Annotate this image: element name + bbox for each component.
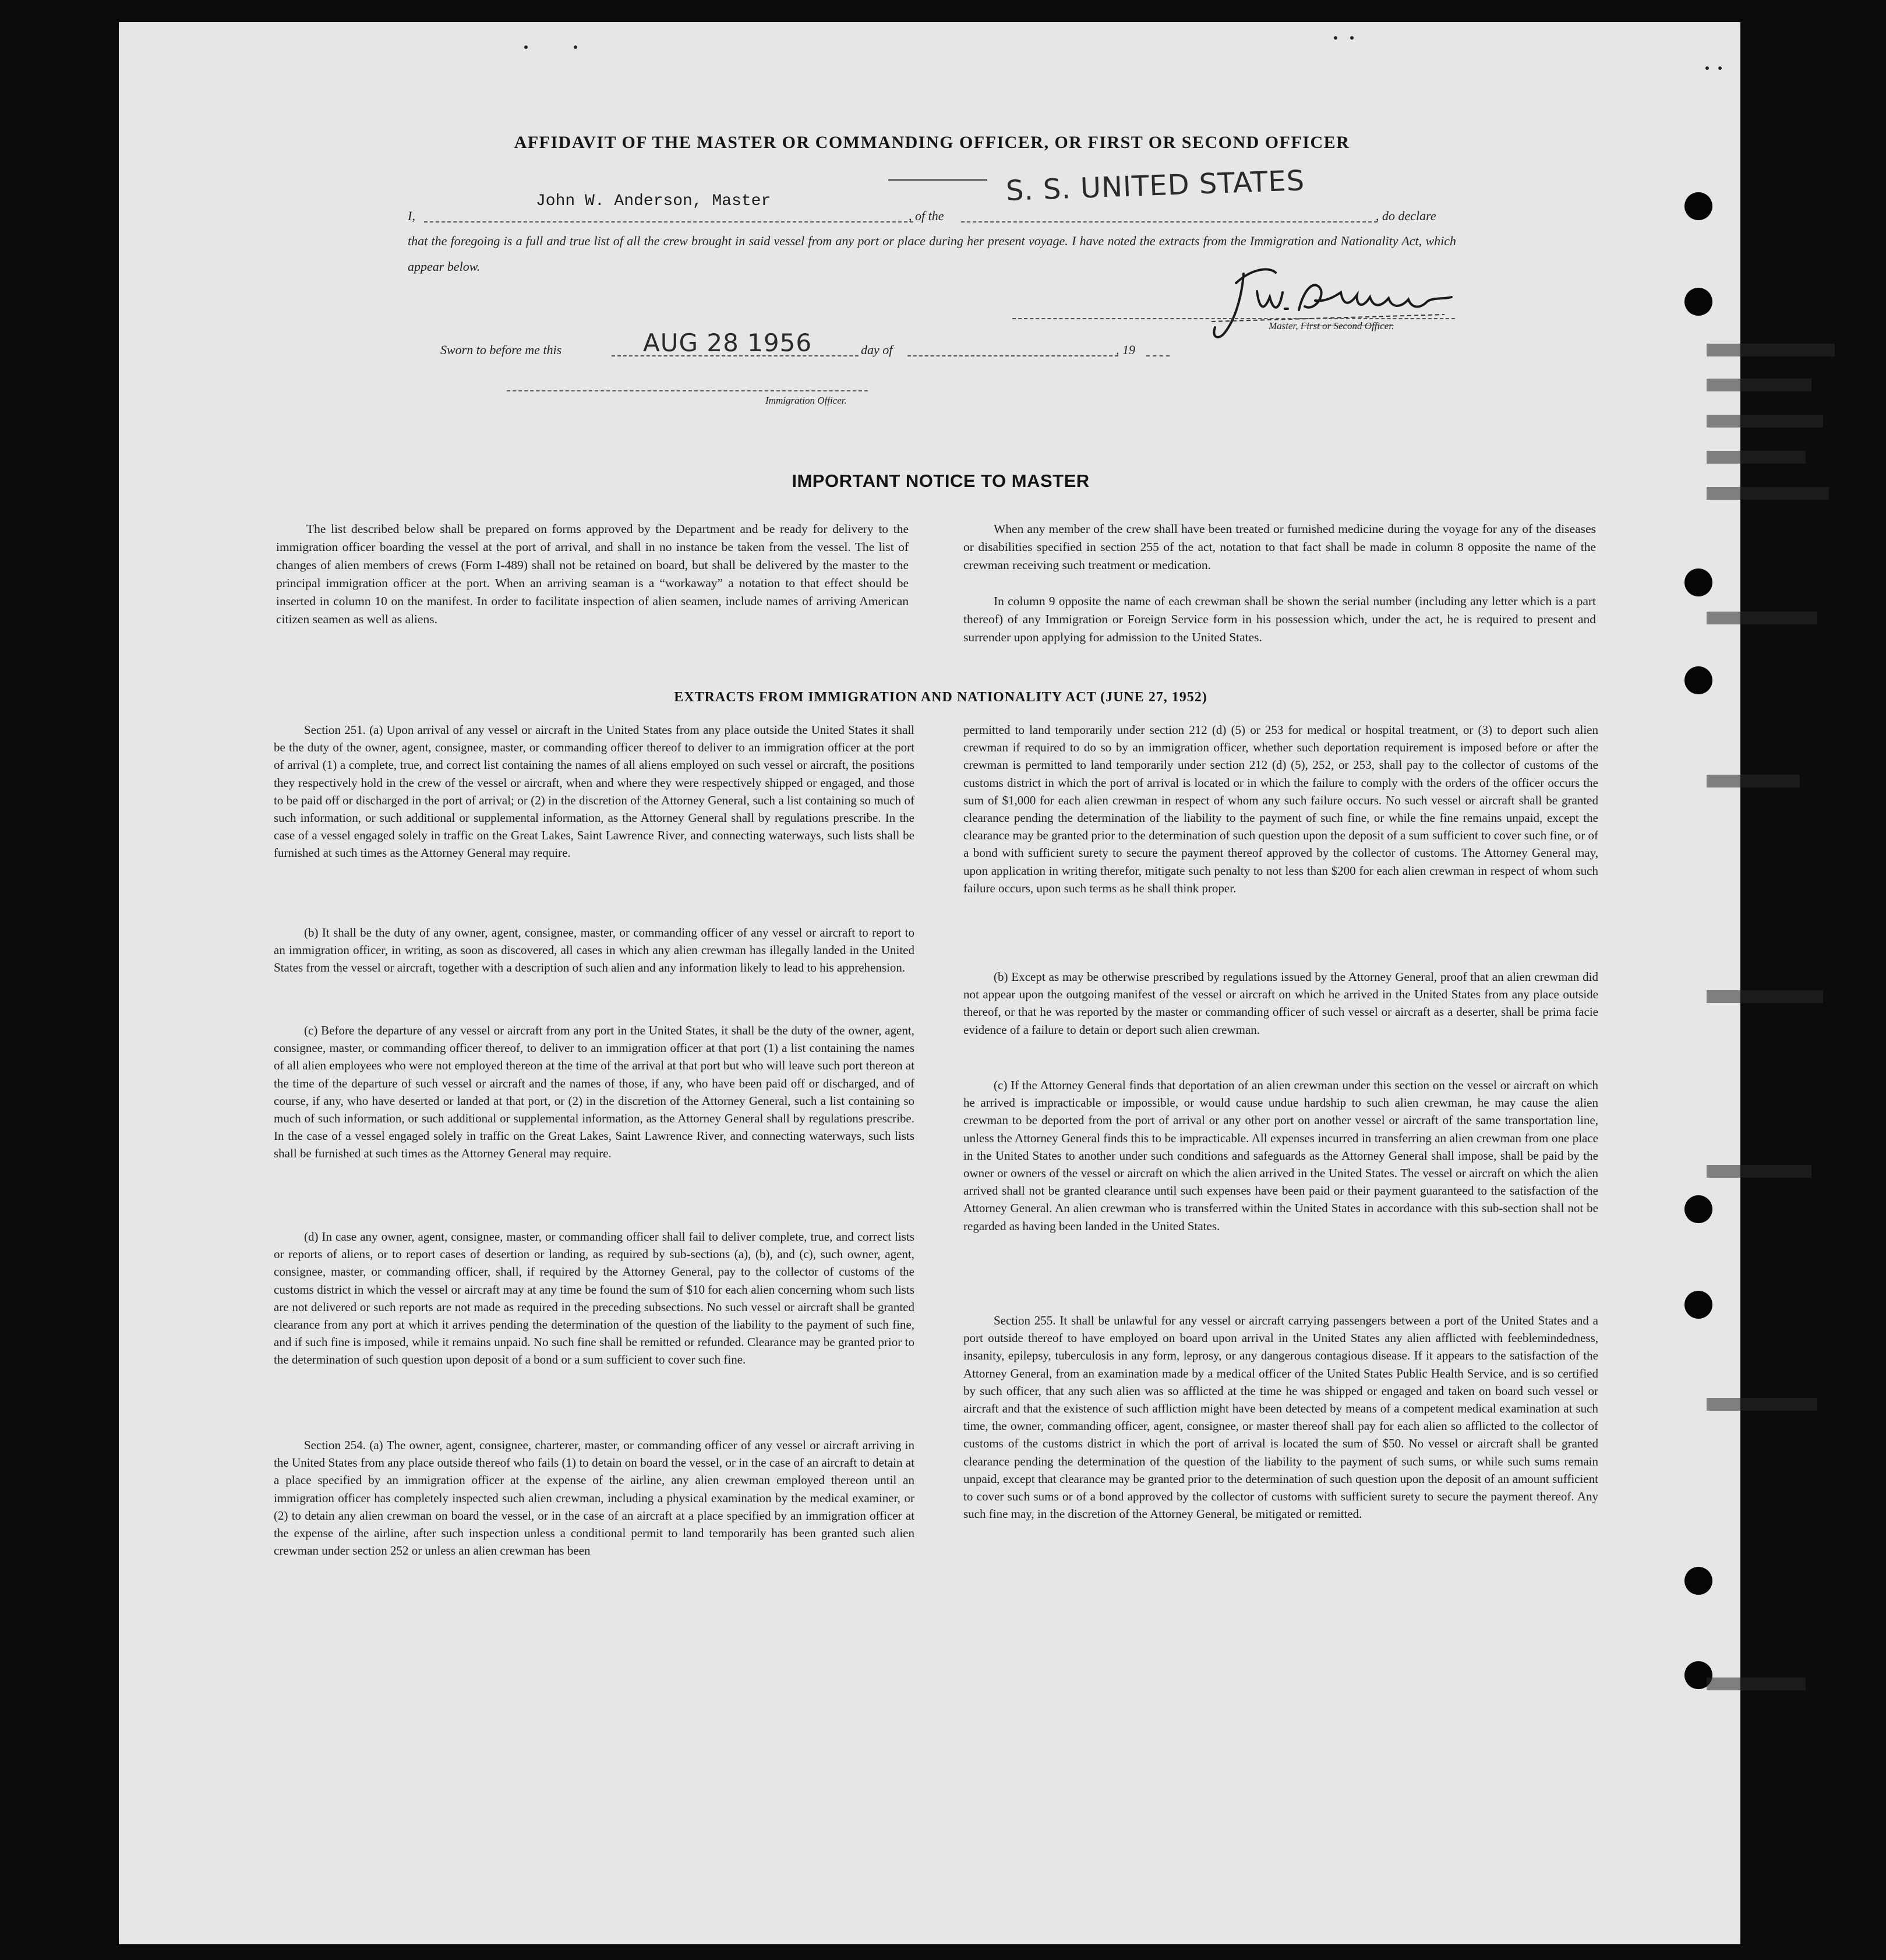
section-251-b: (b) It shall be the duty of any owner, agent, consignee, master, or commanding officer of any vessel or aircraft to report to an immigration officer, in writing, as soon as discovered, all cases in which any alien crewman has illegally landed in the United States from the vessel or aircraft, together with a description of such alien and any information likely to lead to his apprehension. <box>274 926 914 975</box>
month-blank-line <box>907 355 1118 356</box>
section-254-b: (b) Except as may be otherwise prescribed by regulations issued by the Attorney General, proof that an alien crewman did not appear upon the outgoing manifest of the vessel or aircraft on which he arrived in the United States from any place outside thereof, or that he was reported by the master or commanding officer of such vessel or aircraft as a deserter, shall be prima facie evidence of a failure to detain or deport such alien crewman. <box>963 970 1598 1037</box>
bleed-through <box>1707 1165 1811 1178</box>
section-254-a-continued: permitted to land temporarily under section 212 (d) (5) or 253 for medical or hospital treatment, or (3) to deport such alien crewman if required to do so by an immigration officer, whether such deportation requirement is imposed before or after the crewman is permitted to land temporarily under section 212 (d) (5), 252, or 253, shall pay to the collector of customs of the customs district in which the port of arrival is located or in which the failure to comply with the orders of the officer occurs the sum of $1,000 for each alien crewman in respect of whom any such failure occurs. No such vessel or aircraft shall be granted clearance pending the determination of the liability to the payment of such fine, or while the fine remains unpaid, except the clearance may be granted prior to the determination of such question upon the deposit of a sum sufficient to cover such fine, or of a bond with sufficient surety to secure the payment thereof approved by the collector of customs. The Attorney General may, upon application in writing therefor, mitigate such penalty to not less than $200 for each alien crewman in respect of whom such failure occurs, upon such terms as he shall think proper. <box>963 723 1598 895</box>
bleed-through <box>1707 415 1823 428</box>
section-251-c: (c) Before the departure of any vessel or aircraft from any port in the United States, it shall be the duty of the owner, agent, consignee, master, or commanding officer thereof, to deliver to an immigration officer at that port (1) a list containing the names of all alien employees who were not employed thereon at the time of the arrival at that port but who will leave such port thereon at the time of the departure of such vessel or aircraft and the names of those, if any, who have been paid off or discharged, and of course, if any, who have deserted or landed at that port, or (2) in the discretion of the Attorney General, such a list containing so much of such information, or such additional or supplemental information, as the Attorney General shall by regulations prescribe. In the case of a vessel engaged solely in traffic on the Great Lakes, Saint Lawrence River, and connecting waterways, such lists shall be furnished at such times as the Attorney General may require. <box>274 1023 914 1161</box>
year-blank-line <box>1146 355 1170 356</box>
section-251-a: Section 251. (a) Upon arrival of any vessel or aircraft in the United States from any place outside the United States it shall be the duty of the owner, agent, consignee, master, or commanding officer thereof to deliver to an immigration officer at the port of arrival (1) a complete, true, and correct list containing the names of all aliens employed on such vessel or aircraft, the positions they respectively hold in the crew of the vessel or aircraft, when and where they were respectively shipped or engaged, and those to be paid off or discharged in the port of arrival; or (2) in the discretion of the Attorney General, such a list containing so much of such information, or such additional or supplemental information, as the Attorney General shall by regulations prescribe. In the case of a vessel engaged solely in traffic on the Great Lakes, Saint Lawrence River, and connecting waterways, such lists shall be furnished at such times as the Attorney General may require. <box>274 723 914 860</box>
bleed-through <box>1707 1398 1817 1411</box>
master-name: John W. Anderson, Master <box>536 192 771 210</box>
signature-caption-prefix: Master, <box>1269 320 1298 331</box>
officer-blank-line <box>507 390 868 391</box>
bleed-through <box>1707 990 1823 1003</box>
title-underline <box>888 179 987 181</box>
bleed-through <box>1707 451 1806 464</box>
punch-hole <box>1684 666 1712 694</box>
sworn-label: Sworn to before me this <box>440 342 562 357</box>
name-blank-line <box>424 221 913 223</box>
punch-hole <box>1684 1567 1712 1595</box>
scan-mark <box>1705 66 1709 70</box>
master-signature <box>1188 256 1468 347</box>
extracts-heading: EXTRACTS FROM IMMIGRATION AND NATIONALITY ACT (JUNE 27, 1952) <box>674 690 1207 705</box>
scan-mark <box>1718 66 1722 70</box>
year-label: , 19 <box>1116 342 1135 357</box>
section-255: Section 255. It shall be unlawful for any vessel or aircraft carrying passengers between a port of the United States and a port outside thereof to have employed on board upon arrival in the United States any alien afflicted with feeblemindedness, insanity, epilepsy, tuberculosis in any form, leprosy, or any dangerous contagious disease. If it appears to the satisfaction of the Attorney General, from an examination made by a medical officer of the United States Public Health Service, and is so certified by such officer, that any such alien was so afflicted at the time he was shipped or engaged and taken on board such vessel or aircraft and that the existence of such affliction might have been detected by means of a competent medical examination at such time, the owner, commanding officer, agent, consignee, or master thereof shall pay for each alien so afflicted to the collector of customs of the customs district in which the port of arrival is located the sum of $50. No vessel or aircraft shall be granted clearance pending the determination of the question of the liability to the payment of such sums, or while such sums remain unpaid, except that clearance may be granted prior to the determination of such question upon the deposit of an amount sufficient to cover such sums or of a bond approved by the collector of customs with sufficient surety to secure the payment thereof. Any such fine may, in the discretion of the Attorney General, be mitigated or remitted. <box>963 1313 1598 1521</box>
scan-mark <box>1334 36 1337 40</box>
signature-blank-line <box>1012 318 1455 319</box>
vessel-blank-line <box>961 221 1378 223</box>
notice-right-paragraph-2: In column 9 opposite the name of each crewman shall be shown the serial number (including any letter which is a part thereof) of any Immigration or Foreign Service form in his possession which, under the act, he is required to present and surrender upon applying for admission to the United States. <box>963 594 1596 644</box>
notice-left-paragraph: The list described below shall be prepared on forms approved by the Department and be ready for delivery to the immigration officer boarding the vessel at the port of arrival, and shall in no instance be taken from the vessel. The list of changes of alien members of crews (Form I-489) shall not be retained on board, but shall be delivered by the master to the principal immigration officer at the port. When an arriving seaman is a “workaway” a notation to that effect should be inserted in column 10 on the manifest. In order to facilitate inspection of alien seamen, include names of arriving American citizen seamen as well as aliens. <box>276 522 909 626</box>
punch-hole <box>1684 1291 1712 1319</box>
scan-mark <box>524 45 528 49</box>
of-the-label: , of the <box>909 209 944 223</box>
vessel-name-stamp: S. S. UNITED STATES <box>1005 164 1306 207</box>
signature-caption-struck: First or Second Officer. <box>1300 320 1394 331</box>
bleed-through <box>1707 379 1811 391</box>
scan-mark <box>1350 36 1354 40</box>
section-254-a: Section 254. (a) The owner, agent, consignee, charterer, master, or commanding officer of any vessel or aircraft arriving in the United States from any place outside thereof who fails (1) to detain on board the vessel, or in the case of an aircraft to detain at a place specified by an immigration officer at the expense of the airline, any alien crewman employed thereon until an immigration officer has completely inspected such alien crewman, including a physical examination by the medical examiner, or (2) to detain any alien crewman on board the vessel, or in the case of an aircraft at a place specified by an immigration officer at the expense of the airline, after such inspection unless a conditional permit to land temporarily has been granted such alien crewman under section 252 or unless an alien crewman has been <box>274 1438 914 1558</box>
notice-right-paragraph-1: When any member of the crew shall have been treated or furnished medicine during the voyage for any of the diseases or disabilities specified in section 255 of the act, notation to that fact shall be made in column 8 opposite the name of the crewman receiving such treatment or medication. <box>963 522 1596 572</box>
i-label: I, <box>408 209 415 223</box>
punch-hole <box>1684 1195 1712 1223</box>
bleed-through <box>1707 612 1817 624</box>
affidavit-title: AFFIDAVIT OF THE MASTER OR COMMANDING OFFICER, OR FIRST OR SECOND OFFICER <box>514 133 1350 152</box>
day-of-label: day of <box>861 342 893 357</box>
signature-caption <box>1269 320 1394 332</box>
section-254-c: (c) If the Attorney General finds that deportation of an alien crewman under this section on the vessel or aircraft on which he arrived is impracticable or impossible, or would cause undue hardship to such alien crewman, he may cause the alien crewman to be deported from the port of arrival or any other port on another vessel or aircraft of the same transportation line, unless the Attorney General finds this to be impracticable. All expenses incurred in transferring an alien crewman from one place in the United States to another under such conditions and safeguards as the Attorney General shall impose, shall be paid by the owner or owners of the vessel or aircraft on which the alien arrived in the United States. The vessel or aircraft on which the alien arrived shall not be granted clearance until such expenses have been paid or their payment guaranteed to the satisfaction of the Attorney General. An alien crewman who is transferred within the United States in accordance with this sub-section shall not be regarded as having been landed in the United States. <box>963 1078 1598 1233</box>
notice-heading: IMPORTANT NOTICE TO MASTER <box>792 471 1090 491</box>
punch-hole <box>1684 568 1712 596</box>
bleed-through <box>1707 344 1835 356</box>
scan-mark <box>574 45 577 49</box>
bleed-through <box>1707 487 1829 500</box>
bleed-through <box>1707 1678 1806 1690</box>
punch-hole <box>1684 192 1712 220</box>
bleed-through <box>1707 775 1800 787</box>
punch-hole <box>1684 288 1712 316</box>
declaration-text: that the foregoing is a full and true list of all the crew brought in said vessel from any port or place during her present voyage. I have noted the extracts from the Immigration and Nationality Act, which appear below. <box>408 234 1456 274</box>
sworn-date-stamp: AUG 28 1956 <box>643 329 813 357</box>
section-251-d: (d) In case any owner, agent, consignee, master, or commanding officer shall fail to deliver complete, true, and correct lists or reports of aliens, or to report cases of desertion or landing, as required by sub-sections (a), (b), and (c), such owner, agent, consignee, master, or commanding officer, shall, if required by the Attorney General, pay to the collector of customs of the customs district in which the vessel or aircraft may at any time be found the sum of $10 for each alien concerning whom such lists are not delivered or such reports are not made as required in the preceding subsections. No such vessel or aircraft shall be granted clearance from any port at which it arrives pending the determination of the question of the liability to the payment of such fine, and if such fine is imposed, while it remains unpaid. No such fine shall be remitted or refunded. Clearance may be granted prior to the determination of such question upon deposit of a bond or a sum sufficient to cover such fine. <box>274 1230 914 1367</box>
do-declare-label: , do declare <box>1376 209 1436 223</box>
officer-caption: Immigration Officer. <box>765 395 847 406</box>
